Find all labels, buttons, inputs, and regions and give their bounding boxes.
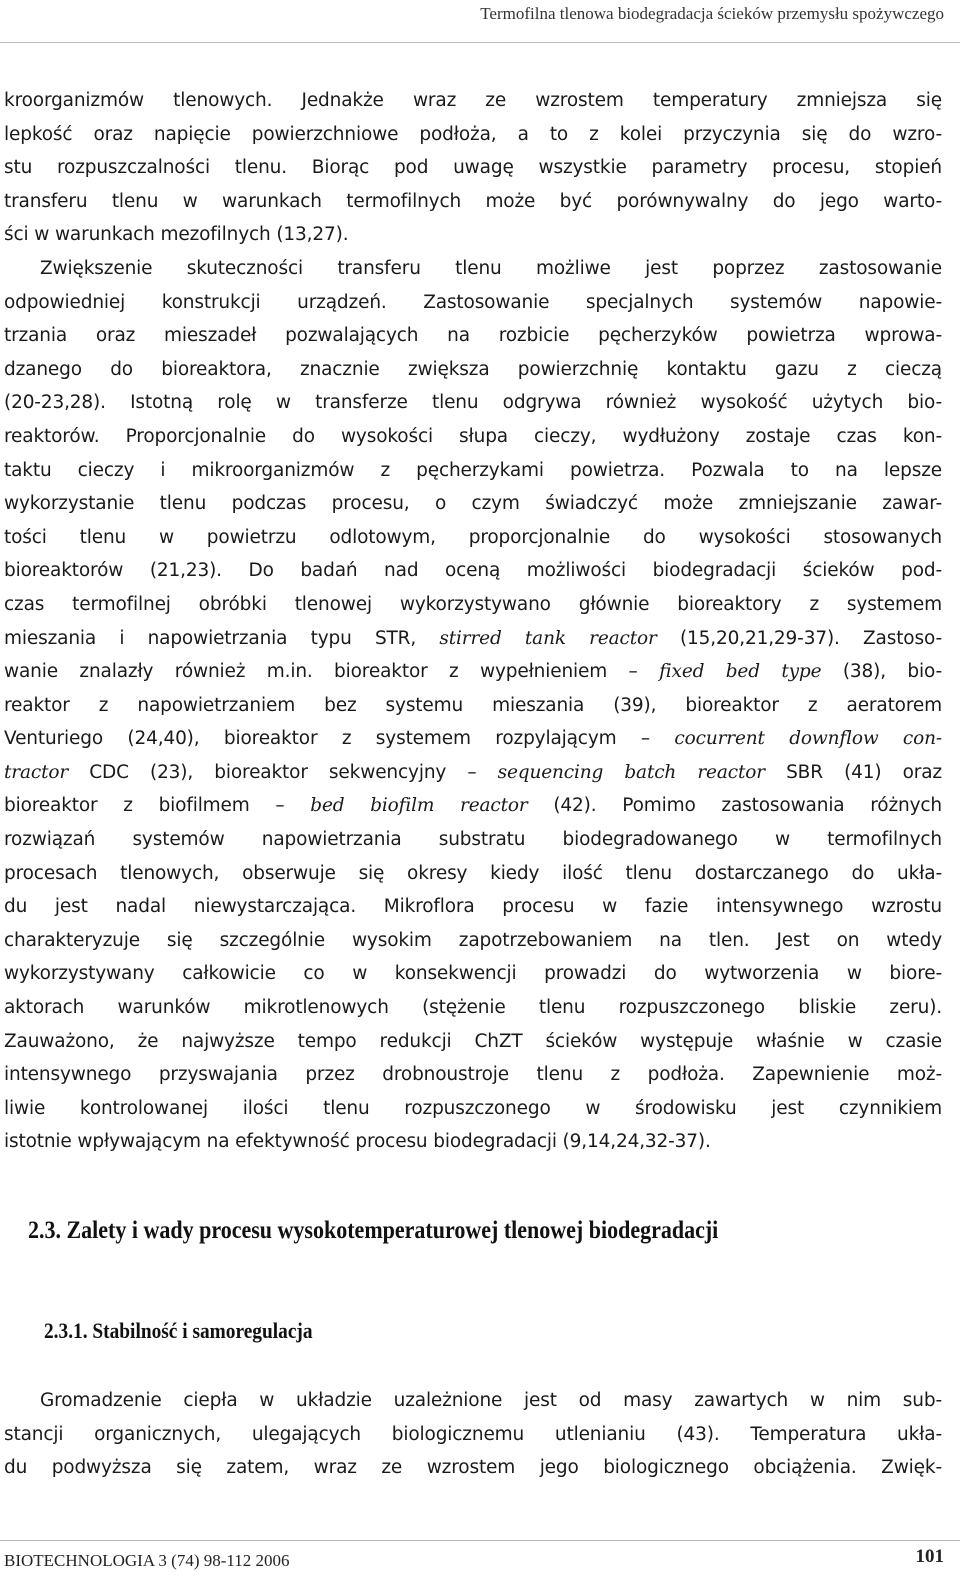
text-line: odpowiedniej konstrukcji urządzeń. Zastosowanie specjalnych systemów napowie- [4,291,942,313]
text-line: taktu cieczy i mikroorganizmów z pęcherzykami powietrza. Pozwala to na lepsze [4,459,942,481]
text-run: (42). Pomimo zastosowania różnych [527,795,942,817]
section-heading: 2.3. Zalety i wady procesu wysokotemperaturowej tlenowej biodegradacji [28,1217,719,1244]
text-line: charakteryzuje się szczególnie wysokim zapotrzebowaniem na tlen. Jest on wtedy [4,929,942,951]
text-line: Zwiększenie skuteczności transferu tlenu możliwe jest poprzez zastosowanie [40,257,942,279]
text-line: liwie kontrolowanej ilości tlenu rozpuszczonego w środowisku jest czynnikiem [4,1097,942,1119]
text-line: procesach tlenowych, obserwuje się okresy kiedy ilość tlenu dostarczanego do ukła- [4,862,942,884]
journal-reference: BIOTECHNOLOGIA 3 (74) 98-112 2006 [4,1551,290,1570]
text-line: czas termofilnej obróbki tlenowej wykorzystywano głównie bioreaktory z systemem [4,593,942,615]
text-line: ści w warunkach mezofilnych (13,27). [4,224,349,246]
text-run: Venturiego (24,40), bioreaktor z systemem rozpylającym – [4,728,675,750]
body-text-section [4,1384,942,1485]
page-number: 101 [915,1546,944,1567]
text-line: dzanego do bioreaktora, znacznie zwiększa powierzchnię kontaktu gazu z cieczą [4,358,942,380]
text-line: tości tlenu w powietrzu odlotowym, proporcjonalnie do wysokości stosowanych [4,526,942,548]
text-run: mieszania i napowietrzania typu STR, [4,627,440,649]
text-line: reaktor z napowietrzaniem bez systemu mieszania (39), bioreaktor z aeratorem [4,694,942,716]
text-run: bioreaktor z biofilmem – [4,795,311,817]
text-line [4,655,942,689]
italic-term: fixed bed type [659,661,822,683]
text-line: Zauważono, że najwyższe tempo redukcji ChZT ścieków występuje właśnie w czasie [4,1030,942,1052]
text-run: (15,20,21,29-37). Zastoso- [656,627,942,649]
text-line: trzania oraz mieszadeł pozwalających na rozbicie pęcherzyków powietrza wprowa- [4,325,942,347]
text-line [4,622,942,656]
text-line: transferu tlenu w warunkach termofilnych może być porównywalny do jego warto- [4,190,942,212]
text-line: lepkość oraz napięcie powierzchniowe podłoża, a to z kolei przyczynia się do wzro- [4,123,942,145]
text-line: istotnie wpływającym na efektywność procesu biodegradacji (9,14,24,32-37). [4,1131,711,1153]
text-line [4,756,942,790]
running-header: Termofilna tlenowa biodegradacja ścieków przemysłu spożywczego [480,4,944,23]
text-line: stancji organicznych, ulegających biologicznemu utlenianiu (43). Temperatura ukła- [4,1423,942,1445]
text-line: bioreaktorów (21,23). Do badań nad oceną możliwości biodegradacji ścieków pod- [4,560,942,582]
italic-term: sequencing batch reactor [497,761,765,783]
text-run: SBR (41) oraz [764,761,942,783]
header-rule [0,42,960,43]
italic-term: stirred tank reactor [439,627,657,649]
italic-term: bed biofilm reactor [310,795,528,817]
text-line: (20-23,28). Istotną rolę w transferze tlenu odgrywa również wysokość użytych bio- [4,392,942,414]
text-line: Gromadzenie ciepła w układzie uzależnione jest od masy zawartych w nim sub- [40,1390,942,1411]
footer-rule [0,1540,960,1541]
italic-term: tractor [4,761,69,783]
text-line: intensywnego przyswajania przez drobnoustroje tlenu z podłoża. Zapewnienie moż- [4,1064,942,1086]
text-line: stu rozpuszczalności tlenu. Biorąc pod uwagę wszystkie parametry procesu, stopień [4,157,942,179]
body-text [4,84,942,1159]
subsection-heading: 2.3.1. Stabilność i samoregulacja [44,1318,313,1343]
text-line: aktorach warunków mikrotlenowych (stężenie tlenu rozpuszczonego bliskie zeru). [4,997,942,1019]
text-line: reaktorów. Proporcjonalnie do wysokości słupa cieczy, wydłużony zostaje czas kon- [4,425,942,447]
text-line: wykorzystanie tlenu podczas procesu, o czym świadczyć może zmniejszanie zawar- [4,493,942,515]
text-run: wanie znalazły również m.in. bioreaktor z wypełnieniem – [4,661,660,683]
text-line [4,722,942,756]
italic-term: cocurrent downflow con- [674,728,942,750]
text-run: (38), bio- [821,661,942,683]
text-line [4,789,942,823]
text-line: wykorzystywany całkowicie co w konsekwencji prowadzi do wytworzenia w biore- [4,963,942,985]
text-line: du jest nadal niewystarczająca. Mikroflora procesu w fazie intensywnego wzrostu [4,896,942,918]
text-run: CDC (23), bioreaktor sekwencyjny – [68,761,498,783]
text-line: rozwiązań systemów napowietrzania substratu biodegradowanego w termofilnych [4,829,942,851]
text-line: kroorganizmów tlenowych. Jednakże wraz ze wzrostem temperatury zmniejsza się [4,90,942,111]
text-line: du podwyższa się zatem, wraz ze wzrostem jego biologicznego obciążenia. Zwięk- [4,1457,942,1479]
